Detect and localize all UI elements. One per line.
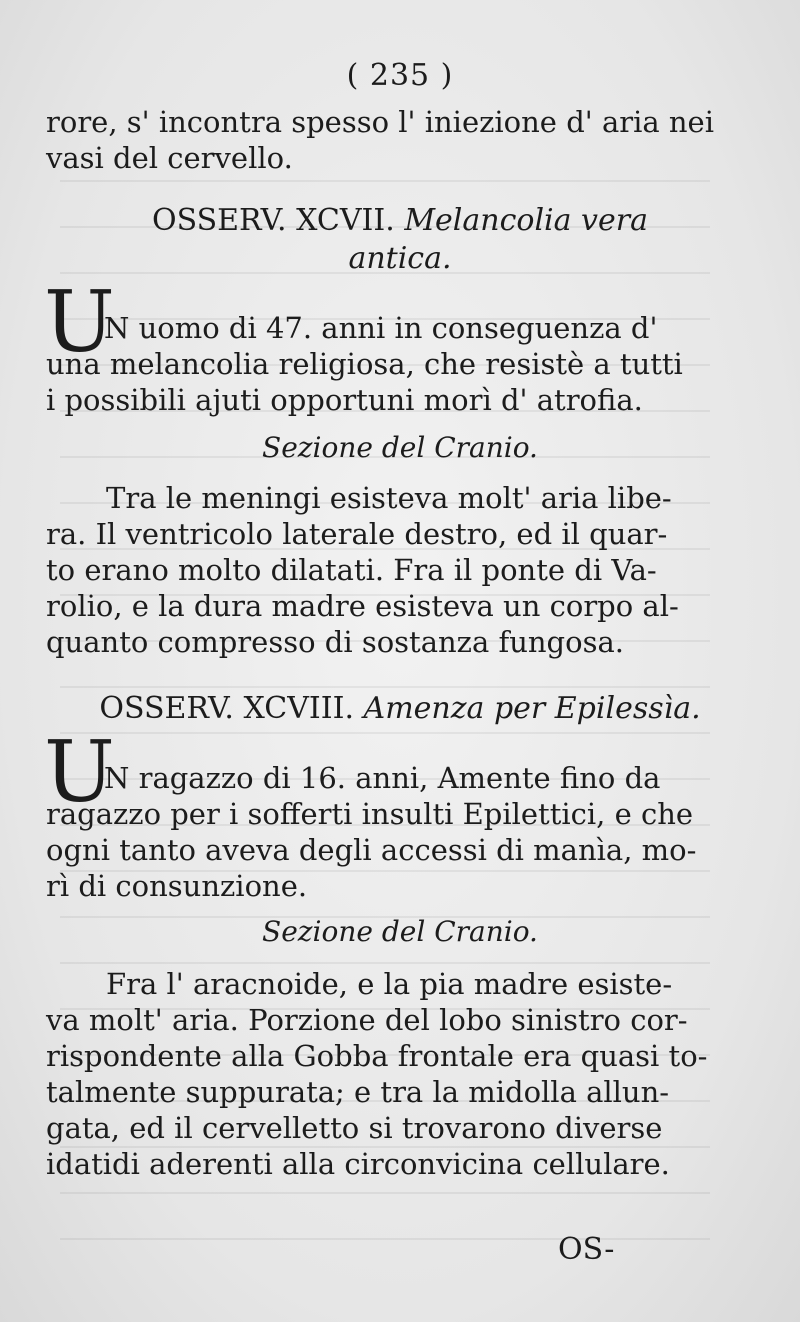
obs97-section-line-1: Tra le meningi esisteva molt' aria libe- (106, 481, 672, 515)
obs98-line-3: ogni tanto aveva degli accessi di manìa, mo- (46, 833, 697, 867)
catchword: OS- (558, 1232, 615, 1267)
obs97-heading-roman: OSSERV. XCVII. (151, 203, 395, 238)
obs97-section-line-4: rolio, e la dura madre esisteva un corpo al- (46, 589, 679, 623)
obs98-dropcap: U (44, 723, 115, 821)
obs97-line-3: i possibili ajuti opportuni morì d' atrofia. (46, 383, 643, 417)
obs98-line-1: N ragazzo di 16. anni, Amente fino da (104, 761, 661, 795)
obs98-section-line-2: va molt' aria. Porzione del lobo sinistro cor- (46, 1003, 688, 1037)
obs98-heading-italic: Amenza per Epilessìa. (363, 691, 701, 726)
obs98-line-4: rì di consunzione. (46, 869, 308, 903)
obs97-section-line-5: quanto compresso di sostanza fungosa. (46, 625, 624, 659)
obs98-section-line-1: Fra l' aracnoide, e la pia madre esiste- (106, 967, 673, 1001)
continuation-line-2: vasi del cervello. (46, 141, 293, 175)
page-number: ( 235 ) (346, 58, 454, 93)
obs98-section-title: Sezione del Cranio. (262, 915, 538, 948)
obs98-heading (0, 690, 800, 728)
obs98-section-line-3: rispondente alla Gobba frontale era quasi to- (46, 1039, 708, 1073)
obs98-line-2: ragazzo per i sofferti insulti Epilettici, e che (46, 797, 694, 831)
obs97-heading-cont (0, 240, 800, 278)
obs97-heading-italic-2: antica. (348, 241, 452, 276)
obs97-dropcap: U (44, 273, 115, 371)
obs97-section-title: Sezione del Cranio. (262, 431, 538, 464)
obs98-heading-roman: OSSERV. XCVIII. (99, 691, 354, 726)
obs97-heading-italic: Melancolia vera (404, 203, 648, 238)
obs98-section-line-6: idatidi aderenti alla circonvicina cellulare. (46, 1147, 670, 1181)
obs97-line-1: N uomo di 47. anni in conseguenza d' (104, 311, 658, 345)
obs97-section-line-3: to erano molto dilatati. Fra il ponte di Va- (46, 553, 657, 587)
obs97-section-line-2: ra. Il ventricolo laterale destro, ed il quar- (46, 517, 668, 551)
continuation-line-1: rore, s' incontra spesso l' iniezione d' aria nei (46, 105, 714, 139)
obs97-heading (0, 202, 800, 240)
obs98-section-line-5: gata, ed il cervelletto si trovarono diverse (46, 1111, 663, 1145)
obs97-line-2: una melancolia religiosa, che resistè a tutti (46, 347, 683, 381)
obs98-section-line-4: talmente suppurata; e tra la midolla allun- (46, 1075, 670, 1109)
